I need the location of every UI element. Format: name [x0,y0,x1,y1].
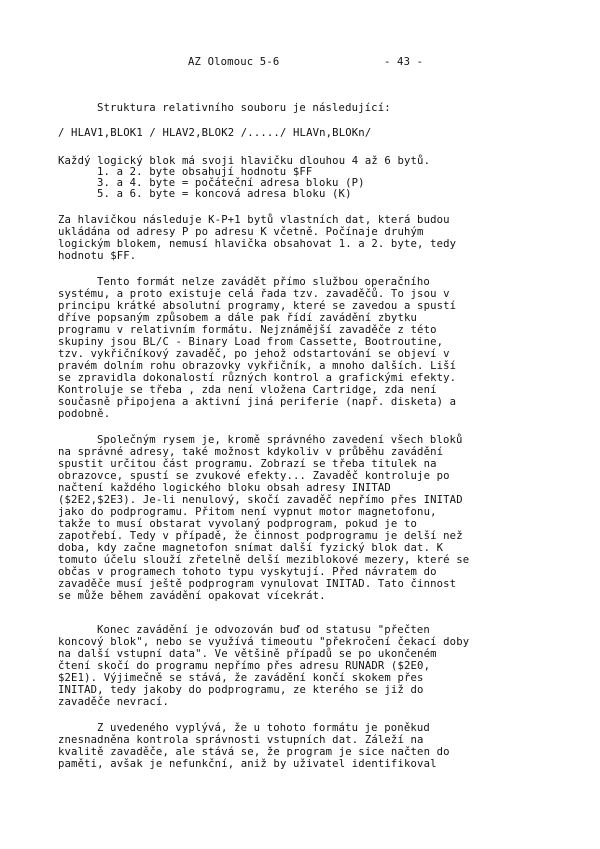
paragraph-line: principu krátké absolutní programy, které se zavedou a spustí [58,300,457,312]
header-left: AZ Olomouc 5-6 [188,56,280,68]
header-list-item: 5. a 6. byte = koncová adresa bloku (K) [97,188,352,200]
paragraph-line: obrazovce, spustí se zvukové efekty... Zavaděč kontroluje po [58,470,450,482]
paragraph-line: tzv. vykřičníkový zavaděč, po jehož odstartování se objeví v [58,348,450,360]
paragraph-line: doba, kdy začne magnetofon snímat další fyzický blok dat. K [58,542,444,554]
paragraph-line: Z uvedeného vyplývá, že u tohoto formátu je poněkud [97,722,430,734]
paragraph-line: na další vstupní data". Ve většině případů se po ukončeném [58,648,437,660]
paragraph-line: Za hlavičkou následuje K-P+1 bytů vlastních dat, která budou [58,214,450,226]
paragraph-line: Společným rysem je, kromě správného zavedení všech bloků [97,434,463,446]
paragraph-line: koncový blok", nebo se využívá timeoutu "překročení čekací doby [58,636,470,648]
paragraph-line: hodnotu $FF. [58,250,137,262]
page-number: - 43 - [384,56,424,68]
paragraph-line: ($2E2,$2E3). Je-li nenulový, skočí zavaděč nepřímo přes INITAD [58,494,463,506]
paragraph-line: současně připojena a aktivní jiná periferie (např. disketa) a [58,396,457,408]
paragraph-line: se může během zavádění opakovat vícekrát. [58,590,326,602]
paragraph-line: spustit určitou část programu. Zobrazí se třeba titulek na [58,458,437,470]
intro-line: Struktura relativního souboru je následující: [97,102,391,114]
paragraph-line: $2E1). Výjimečně se stává, že zavádění končí skokem přes [58,672,424,684]
paragraph-line: Kontroluje se třeba , zda není vložena Cartridge, zda není [58,384,437,396]
paragraph-line: načtení každého logického bloku obsah adresy INITAD [58,482,391,494]
paragraph-line: na správné adresy, také možnost kdykoliv v průběhu zavádění [58,446,444,458]
paragraph-line: systému, a proto existuje celá řada tzv. zavaděčů. To jsou v [58,288,450,300]
paragraph-line: zavaděče nevrací. [58,696,169,708]
paragraph-line: kvalitě zavaděče, ale stává se, že program je sice načten do [58,746,450,758]
paragraph-line: čtení skočí do programu nepřímo přes adresu RUNADR ($2E0, [58,660,431,672]
paragraph-line: takže to musí obstarat vyvolaný podprogram, pokud je to [58,518,418,530]
paragraph-line: tomuto účelu slouží zřetelně delší meziblokové mezery, které se [58,554,470,566]
structure-line: / HLAV1,BLOK1 / HLAV2,BLOK2 /...../ HLAVn,BLOKn/ [58,127,372,139]
paragraph-line: znesnadněna kontrola správnosti vstupních dat. Záleží na [58,734,424,746]
paragraph-line: zapotřebí. Tedy v případě, že činnost podprogramu je delší než [58,530,463,542]
paragraph-line: dříve popsaným způsobem a dále pak řídí zavádění zbytku [58,312,418,324]
header-description-line: Každý logický blok má svoji hlavičku dlouhou 4 až 6 bytů. [58,155,431,167]
paragraph-line: ukládána od adresy P po adresu K včetně. Počínaje druhým [58,226,424,238]
paragraph-line: pravém dolním rohu obrazovky vykřičník, a mnoho dalších. Liší [58,360,457,372]
paragraph-line: občas v programech tohoto typu vyskytují. Před návratem do [58,566,437,578]
header-list-item: 1. a 2. byte obsahují hodnotu $FF [97,166,313,178]
paragraph-line: zavaděče musí ještě podprogram vynulovat INITAD. Tato činnost [58,578,457,590]
paragraph-line: logickým blokem, nemusí hlavička obsahovat 1. a 2. byte, tedy [58,238,457,250]
paragraph-line: paměti, avšak je nefunkční, aniž by uživatel identifikoval [58,758,437,770]
paragraph-line: programu v relativním formátu. Nejznámější zavaděče z této [58,324,437,336]
paragraph-line: jako do podprogramu. Přitom není vypnut motor magnetofonu, [58,506,437,518]
paragraph-line: Tento formát nelze zavádět přímo službou operačního [97,276,430,288]
paragraph-line: se zpravidla dokonalostí různých kontrol a grafickými efekty. [58,372,457,384]
paragraph-line: Konec zavádění je odvozován buď od statusu "přečten [97,624,430,636]
header-list-item: 3. a 4. byte = počáteční adresa bloku (P) [97,177,365,189]
paragraph-line: INITAD, tedy jakoby do podprogramu, ze kterého se již do [58,684,424,696]
paragraph-line: skupiny jsou BL/C - Binary Load from Cassette, Bootroutine, [58,336,444,348]
paragraph-line: podobně. [58,408,111,420]
